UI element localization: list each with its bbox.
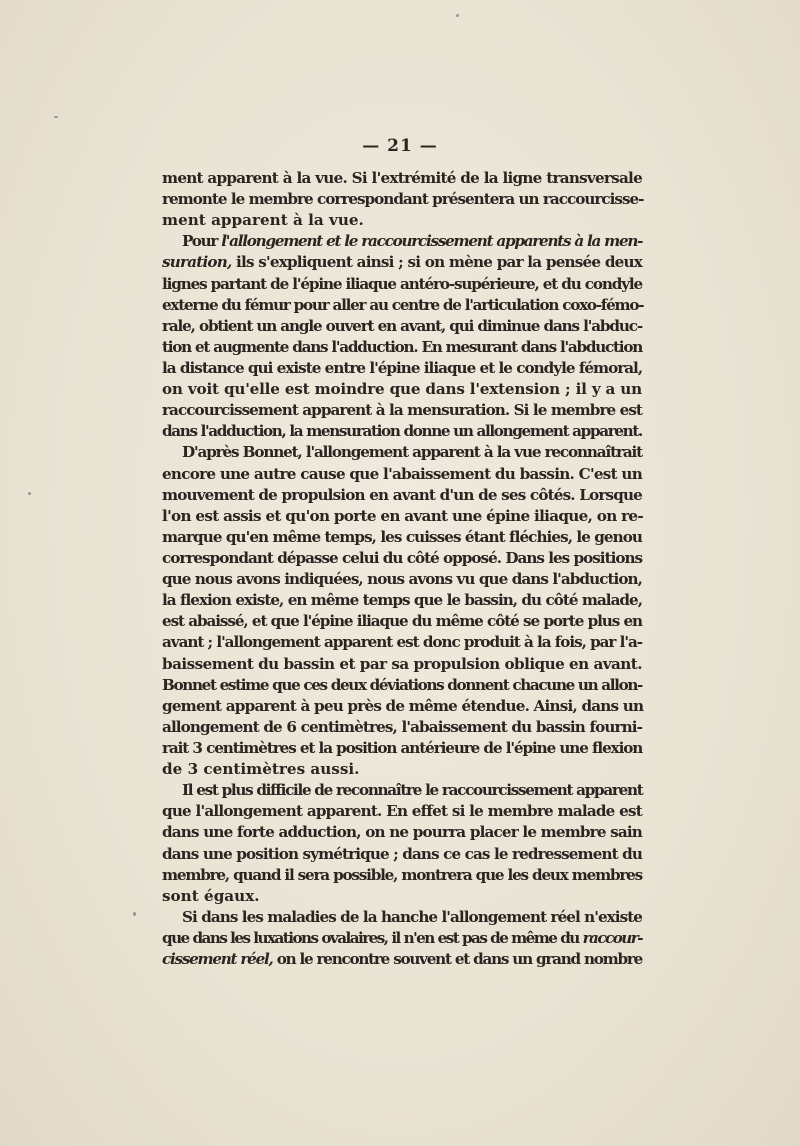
line-text: D'après Bonnet, l'allongement apparent à la vue reconnaîtrait (182, 443, 642, 462)
text-line (162, 506, 642, 527)
line-text: de 3 centimètres aussi. (162, 760, 360, 779)
text-line (162, 527, 642, 548)
text-line (162, 400, 642, 421)
line-text: on le rencontre souvent et dans un grand nombre (272, 950, 642, 969)
paper-speck (28, 492, 31, 495)
text-line (162, 844, 642, 865)
text-line (162, 316, 642, 337)
line-text: Si dans les maladies de la hanche l'allongement réel n'existe (182, 907, 642, 926)
text-line (162, 675, 642, 696)
body-text (162, 168, 642, 970)
paper-speck (54, 116, 58, 118)
line-text: ils s'expliquent ainsi ; si on mène par la pensée deux (231, 253, 642, 272)
line-text: mouvement de propulsion en avant d'un de ses côtés. Lorsque (162, 485, 642, 504)
line-text: allongement de 6 centimètres, l'abaissement du bassin fourni- (162, 717, 642, 736)
text-line (162, 865, 642, 886)
line-text: externe du fémur pour aller au centre de l'articulation coxo-fémo- (162, 295, 644, 314)
line-text: dans une forte adduction, on ne pourra placer le membre sain (162, 823, 642, 842)
text-line (162, 358, 642, 379)
line-text: l'on est assis et qu'on porte en avant une épine iliaque, on re- (162, 506, 643, 525)
line-text: tion et augmente dans l'adduction. En mesurant dans l'abduction (162, 337, 642, 356)
text-line (162, 295, 642, 316)
text-line (162, 717, 642, 738)
text-line (162, 379, 642, 400)
line-text: raccourcissement apparent à la mensuration. Si le membre est (162, 401, 642, 420)
line-text: dans l'adduction, la mensuration donne un allongement apparent. (162, 422, 642, 441)
italic-text: cissement réel, (162, 950, 273, 969)
line-text: correspondant dépasse celui du côté opposé. Dans les positions (162, 548, 643, 567)
text-line (162, 780, 642, 801)
line-text: on voit qu'elle est moindre que dans l'extension ; il y a un (162, 380, 642, 399)
line-text: avant ; l'allongement apparent est donc produit à la fois, par l'a- (162, 633, 642, 652)
text-line (162, 464, 642, 485)
line-text: ment apparent à la vue. (162, 211, 364, 230)
text-line (162, 168, 642, 189)
line-text: Pour (182, 232, 222, 251)
text-line (162, 654, 642, 675)
text-line (162, 611, 642, 632)
line-text: membre, quand il sera possible, montrera que les deux membres (162, 865, 642, 884)
line-text: Il est plus difficile de reconnaître le raccourcissement apparent (182, 781, 643, 800)
line-text: baissement du bassin et par sa propulsion oblique en avant. (162, 654, 642, 673)
line-text: ment apparent à la vue. Si l'extrémité de la ligne transversale (162, 169, 642, 187)
text-line (162, 590, 642, 611)
line-text: marque qu'en même temps, les cuisses étant fléchies, le genou (162, 527, 642, 546)
italic-text: raccour- (582, 928, 642, 947)
paper-speck (456, 14, 459, 17)
page-number: — 21 — (362, 136, 438, 156)
italic-text: suration, (162, 253, 232, 272)
line-text: la flexion existe, en même temps que le bassin, du côté malade, (162, 591, 642, 610)
text-line (162, 886, 642, 907)
line-text: encore une autre cause que l'abaissement du bassin. C'est un (162, 464, 642, 483)
line-text: la distance qui existe entre l'épine iliaque et le condyle fémoral, (162, 358, 643, 377)
text-line (162, 189, 642, 210)
text-line (162, 421, 642, 442)
line-text: rait 3 centimètres et la position antérieure de l'épine une flexion (162, 738, 643, 757)
text-line (162, 337, 642, 358)
line-text: que dans les luxations ovalaires, il n'en est pas de même du (162, 928, 583, 947)
text-line (162, 907, 642, 928)
line-text: est abaissé, et que l'épine iliaque du même côté se porte plus en (162, 612, 642, 631)
text-line (162, 801, 642, 822)
text-line (162, 442, 642, 463)
text-line (162, 822, 642, 843)
text-line (162, 632, 642, 653)
line-text: gement apparent à peu près de même étendue. Ainsi, dans un (162, 696, 644, 715)
text-line (162, 738, 642, 759)
text-line (162, 548, 642, 569)
line-text: lignes partant de l'épine iliaque antéro-supérieure, et du condyle (162, 274, 643, 293)
text-line (162, 252, 642, 273)
text-line (162, 231, 642, 252)
text-line (162, 485, 642, 506)
text-line (162, 949, 642, 970)
line-text: remonte le membre correspondant présentera un raccourcisse- (162, 190, 644, 209)
line-text: que nous avons indiquées, nous avons vu que dans l'abduction, (162, 570, 642, 589)
line-text: Bonnet estime que ces deux déviations donnent chacune un allon- (162, 675, 643, 694)
text-line (162, 696, 642, 717)
text-line (162, 928, 642, 949)
line-text: dans une position symétrique ; dans ce cas le redressement du (162, 844, 642, 863)
italic-text: l'allongement et le raccourcissement apparents à la men- (221, 232, 643, 251)
text-line (162, 210, 642, 231)
text-line (162, 274, 642, 295)
line-text: sont égaux. (162, 886, 260, 905)
text-line (162, 569, 642, 590)
text-line (162, 759, 642, 780)
paper-speck (133, 912, 136, 916)
line-text: que l'allongement apparent. En effet si le membre malade est (162, 802, 642, 821)
line-text: rale, obtient un angle ouvert en avant, qui diminue dans l'abduc- (162, 316, 642, 335)
